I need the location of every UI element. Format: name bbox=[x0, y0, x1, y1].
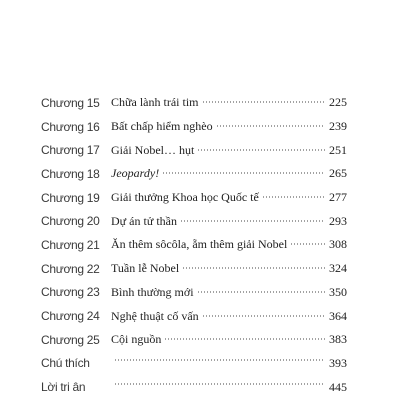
chapter-title: Giải Nobel… hụt bbox=[111, 142, 195, 157]
dot-leader bbox=[216, 125, 325, 127]
dot-leader bbox=[164, 338, 325, 340]
dot-leader bbox=[290, 243, 325, 245]
dot-leader bbox=[197, 149, 325, 151]
chapter-title: Cội nguồn bbox=[111, 332, 162, 347]
page-number: 324 bbox=[329, 261, 347, 276]
entry-leader bbox=[111, 359, 327, 368]
chapter-number: 22 bbox=[86, 261, 100, 276]
dot-leader bbox=[162, 172, 325, 174]
chapter-number: 17 bbox=[86, 143, 100, 158]
toc-entry bbox=[41, 186, 347, 210]
chapter-number: 19 bbox=[86, 190, 100, 205]
page-number: 225 bbox=[329, 95, 347, 110]
chapter-number: 15 bbox=[86, 95, 100, 110]
entry-leader bbox=[111, 261, 327, 276]
chapter-label: Chương 18 bbox=[41, 166, 100, 181]
toc-entry bbox=[41, 233, 347, 257]
page-number: 277 bbox=[329, 190, 347, 205]
chapter-number: 20 bbox=[86, 214, 100, 229]
chapter-number: 18 bbox=[86, 166, 100, 181]
chapter-title: Bất chấp hiểm nghèo bbox=[111, 119, 213, 134]
toc-entry bbox=[41, 352, 347, 376]
dot-leader bbox=[202, 101, 326, 103]
entry-leader bbox=[111, 214, 327, 229]
entry-leader bbox=[111, 190, 327, 205]
entry-leader bbox=[111, 166, 327, 181]
chapter-label: Chương 17 bbox=[41, 143, 100, 158]
chapter-label: Chương 16 bbox=[41, 119, 100, 134]
toc-entry bbox=[41, 91, 347, 115]
dot-leader bbox=[114, 359, 325, 361]
page-number: 308 bbox=[329, 237, 347, 252]
dot-leader bbox=[180, 220, 325, 222]
toc-entry bbox=[41, 209, 347, 233]
entry-leader bbox=[111, 383, 327, 392]
chapter-label: Lời tri ân bbox=[41, 380, 86, 395]
dot-leader bbox=[202, 315, 325, 317]
chapter-number: 25 bbox=[86, 332, 100, 347]
entry-leader bbox=[111, 119, 327, 134]
chapter-title: Jeopardy! bbox=[111, 166, 160, 181]
toc-entry bbox=[41, 115, 347, 139]
dot-leader bbox=[114, 383, 325, 385]
page-number: 393 bbox=[329, 355, 347, 370]
page-number: 350 bbox=[329, 284, 347, 299]
chapter-title: Giải thưởng Khoa học Quốc tế bbox=[111, 190, 259, 205]
page-number: 239 bbox=[329, 119, 347, 134]
page-number: 265 bbox=[329, 166, 347, 181]
chapter-number: 23 bbox=[86, 285, 100, 300]
chapter-label: Chương 25 bbox=[41, 332, 100, 347]
page-number: 251 bbox=[329, 142, 347, 157]
chapter-label: Chương 22 bbox=[41, 261, 100, 276]
entry-leader bbox=[111, 237, 327, 252]
page-number: 364 bbox=[329, 308, 347, 323]
page-number: 445 bbox=[329, 379, 347, 394]
chapter-label: Chương 23 bbox=[41, 285, 100, 300]
chapter-label: Chương 20 bbox=[41, 214, 100, 229]
chapter-label: Chương 19 bbox=[41, 190, 100, 205]
chapter-label: Chú thích bbox=[41, 356, 90, 371]
chapter-label: Chương 15 bbox=[41, 95, 100, 110]
page-number: 293 bbox=[329, 213, 347, 228]
dot-leader bbox=[197, 291, 325, 293]
toc-entry bbox=[41, 328, 347, 352]
chapter-title: Tuần lễ Nobel bbox=[111, 261, 180, 276]
chapter-label: Chương 21 bbox=[41, 237, 100, 252]
chapter-title: Dự án tử thần bbox=[111, 213, 177, 228]
chapter-title: Ăn thêm sôcôla, ẵm thêm giải Nobel bbox=[111, 237, 288, 252]
toc-entry bbox=[41, 281, 347, 305]
toc-entry bbox=[41, 138, 347, 162]
toc-entry bbox=[41, 257, 347, 281]
chapter-number: 21 bbox=[86, 237, 100, 252]
table-of-contents bbox=[41, 91, 347, 399]
page-number: 383 bbox=[329, 332, 347, 347]
chapter-title: Nghệ thuật cố vấn bbox=[111, 308, 199, 323]
toc-entry bbox=[41, 162, 347, 186]
chapter-label: Chương 24 bbox=[41, 309, 100, 324]
toc-entry bbox=[41, 375, 347, 399]
chapter-number: 24 bbox=[86, 309, 100, 324]
entry-leader bbox=[111, 332, 327, 347]
dot-leader bbox=[182, 267, 325, 269]
chapter-title: Bình thường mới bbox=[111, 284, 194, 299]
entry-leader bbox=[111, 309, 327, 324]
entry-leader bbox=[111, 143, 327, 158]
dot-leader bbox=[262, 196, 325, 198]
toc-entry bbox=[41, 304, 347, 328]
chapter-number: 16 bbox=[86, 119, 100, 134]
chapter-title: Chữa lành trái tim bbox=[111, 95, 199, 110]
entry-leader bbox=[111, 95, 327, 110]
entry-leader bbox=[111, 285, 327, 300]
